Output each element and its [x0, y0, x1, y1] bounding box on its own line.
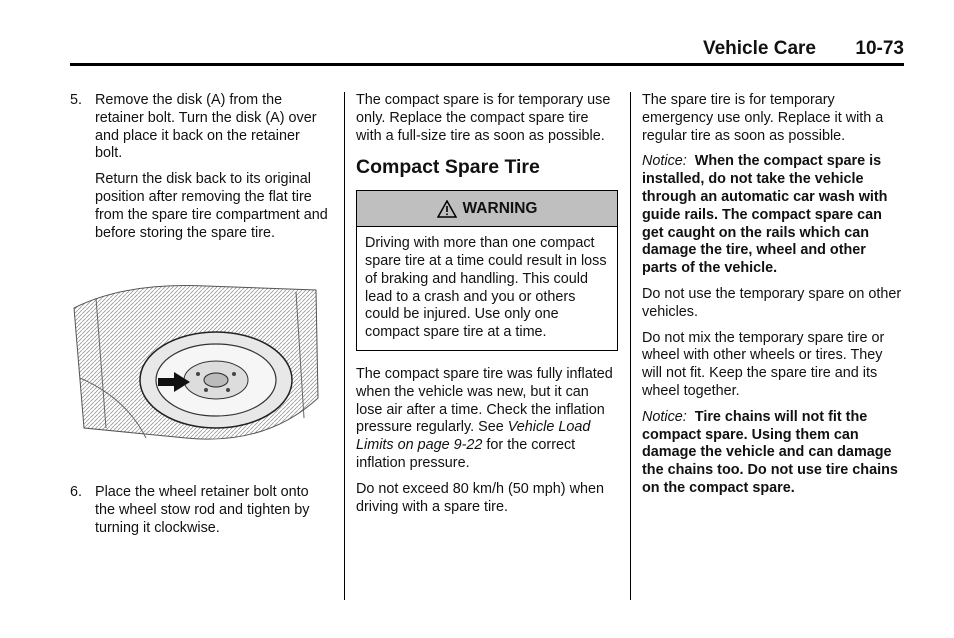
intro-paragraph: The compact spare is for temporary use only. Replace the compact spare tire with a full-size tire as soon as possible. — [356, 92, 611, 144]
spare-tire-illustration — [66, 278, 328, 456]
warning-box — [356, 190, 618, 351]
other-vehicles-paragraph: Do not use the temporary spare on other vehicles. — [642, 285, 902, 320]
spare-tire-compartment-image — [66, 278, 324, 450]
page-header — [70, 38, 904, 62]
column-divider — [344, 92, 345, 600]
step-number: 6. — [70, 484, 83, 501]
step-note: Return the disk back to its original position after removing the flat tire from the spare tire compartment and before storing the spare tire. — [95, 171, 328, 241]
step-text: Remove the disk (A) from the retainer bolt. Turn the disk (A) over and place it back on the retainer bolt. — [95, 92, 317, 162]
column-divider — [630, 92, 631, 600]
speed-paragraph: Do not exceed 80 km/h (50 mph) when driving with a spare tire. — [356, 480, 604, 515]
paragraph-text: The compact spare tire was fully inflated when the vehicle was new, but it can lose air after a time. Check the inflation pressure regularly. See — [356, 365, 613, 436]
cross-reference-link[interactable]: Vehicle Load Limits on page 9-22 — [356, 419, 591, 454]
inflation-paragraph — [356, 366, 618, 473]
notice-tire-chains — [642, 409, 904, 498]
warning-header — [357, 191, 617, 227]
notice-car-wash — [642, 153, 904, 278]
notice-text: When the compact spare is installed, do not take the vehicle through an automatic car wash with guide rails. The compact spare can get caught on the rails which can damage the tire, wheel and other parts of the vehicle. — [642, 153, 888, 277]
header-rule — [70, 63, 904, 66]
notice-label: Notice: — [642, 153, 687, 170]
step-text: Place the wheel retainer bolt onto the wheel stow rod and tighten by turning it clockwise. — [95, 484, 310, 536]
notice-label: Notice: — [642, 408, 687, 425]
page-number: 10-73 — [855, 38, 904, 59]
step-number: 5. — [70, 92, 83, 108]
step-5 — [70, 92, 328, 171]
step-6 — [70, 484, 328, 545]
paragraph-text: for the correct inflation pressure. — [356, 437, 576, 471]
column-2 — [356, 92, 618, 524]
warning-title: WARNING — [462, 199, 538, 217]
temporary-use-paragraph: The spare tire is for temporary emergency use only. Replace it with a regular tire as soon as possible. — [642, 92, 884, 144]
column-1 — [70, 92, 328, 546]
mix-tires-paragraph: Do not mix the temporary spare tire or wheel with other wheels or tires. They will not fit. Keep the spare tire and its wheel together. — [642, 329, 885, 399]
warning-text: Driving with more than one compact spare tire at a time could result in loss of braking and handling. This could lead to a crash and you or others could be injured. Use only one compact spare tire at a time. — [365, 235, 607, 341]
notice-text: Tire chains will not fit the compact spare. Using them can damage the vehicle and can damage the chains too. Do not use tire chains on the compact spare. — [642, 408, 898, 496]
section-heading: Compact Spare Tire — [356, 156, 540, 179]
section-title: Vehicle Care — [702, 38, 816, 59]
column-3 — [642, 92, 904, 506]
warning-triangle-icon — [437, 200, 457, 218]
